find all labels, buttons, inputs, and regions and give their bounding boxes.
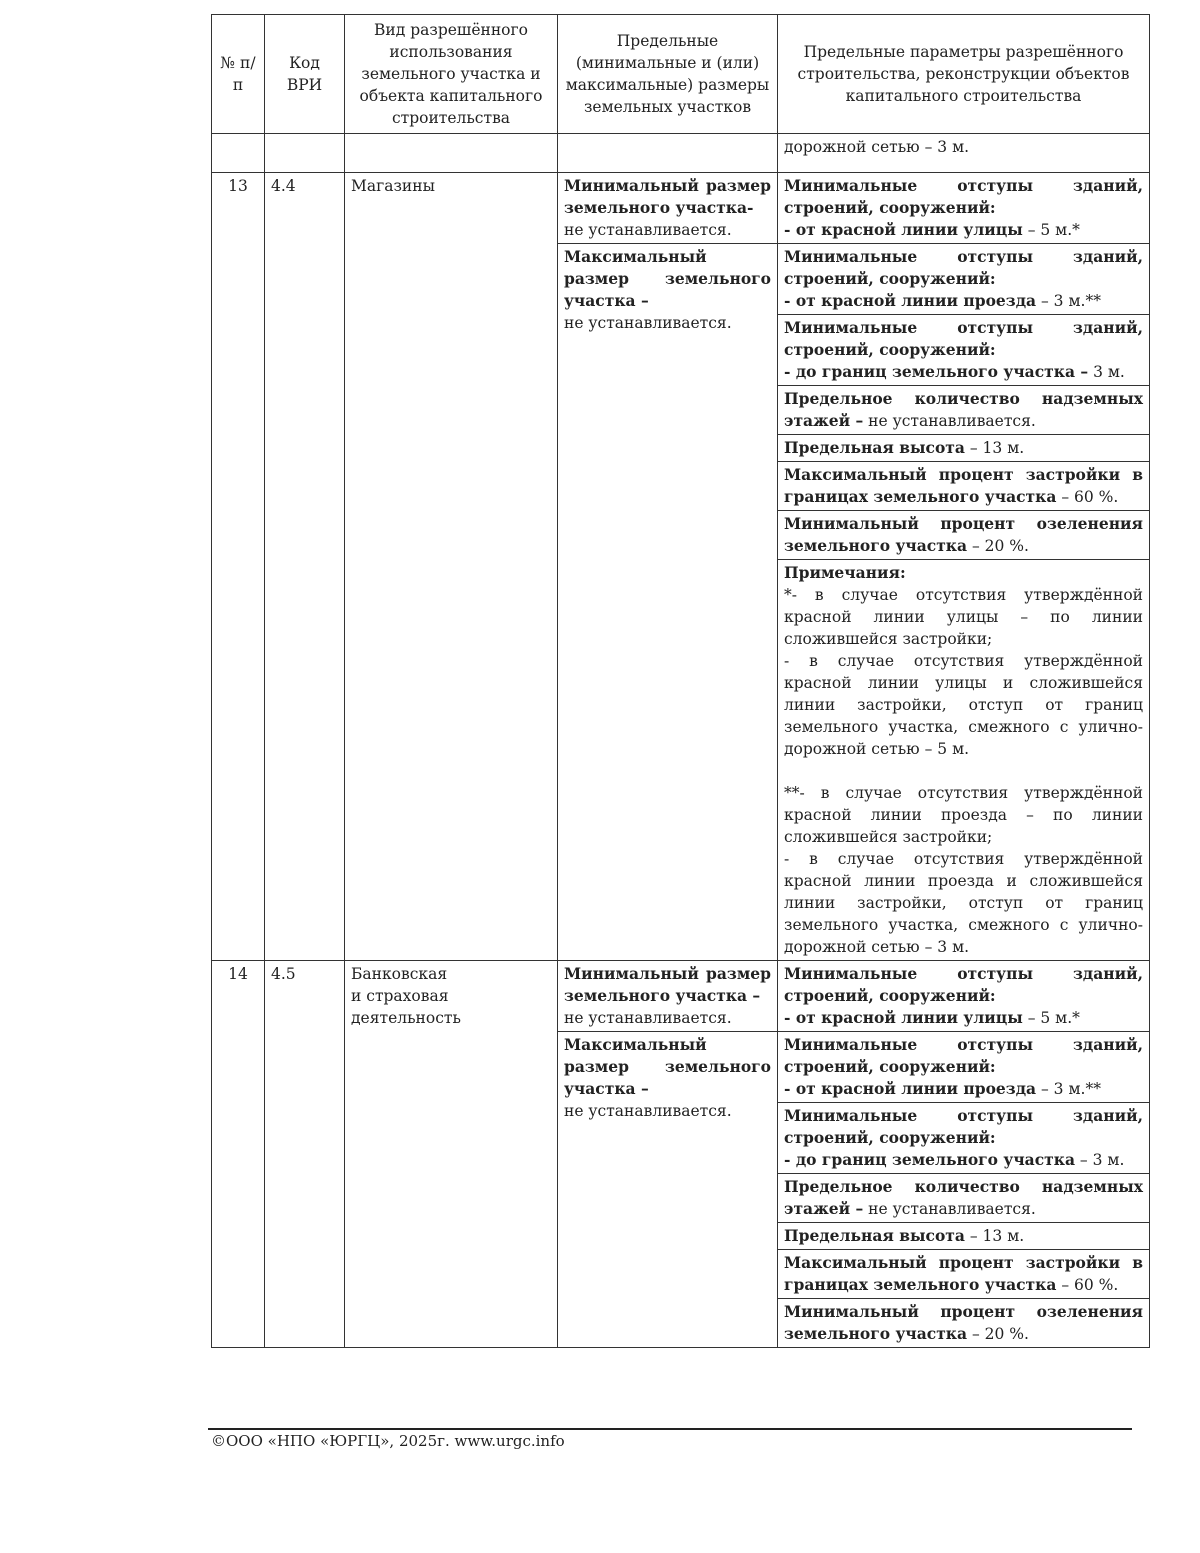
row-code: 4.4 <box>265 173 345 961</box>
param-coverage: Максимальный процент застройки в границах земельного участка – 60 %. <box>778 462 1150 511</box>
param-coverage: Максимальный процент застройки в границах земельного участка – 60 %. <box>778 1250 1150 1299</box>
max-size-cell: Максимальный размер земельного участка – не устанавливается. <box>558 244 778 961</box>
carry-over-row <box>212 134 1150 173</box>
header-size: Предельные (минимальные и (или) максимальные) размеры земельных участков <box>558 15 778 134</box>
header-num: № п/п <box>212 15 265 134</box>
row-use-name: Магазины <box>345 173 558 961</box>
max-size-cell: Максимальный размер земельного участка – не устанавливается. <box>558 1032 778 1348</box>
param-setback-street: Минимальные отступы зданий, строений, сооружений: - от красной линии улицы – 5 м.* <box>778 961 1150 1032</box>
param-height: Предельная высота – 13 м. <box>778 1223 1150 1250</box>
notes-cell <box>778 560 1150 961</box>
param-setback-street: Минимальные отступы зданий, строений, сооружений: - от красной линии улицы – 5 м.* <box>778 173 1150 244</box>
footer-rule <box>208 1428 1132 1430</box>
header-code: Код ВРИ <box>265 15 345 134</box>
param-floors: Предельное количество надземных этажей – не устанавливается. <box>778 386 1150 435</box>
header-use: Вид разрешённого использования земельного участка и объекта капитального строительства <box>345 15 558 134</box>
row-num: 13 <box>212 173 265 961</box>
row-num: 14 <box>212 961 265 1348</box>
param-greenery: Минимальный процент озеленения земельного участка – 20 %. <box>778 511 1150 560</box>
param-height: Предельная высота – 13 м. <box>778 435 1150 462</box>
param-setback-driveway: Минимальные отступы зданий, строений, сооружений: - от красной линии проезда – 3 м.** <box>778 244 1150 315</box>
notes-title: Примечания: <box>784 563 906 582</box>
header-params: Предельные параметры разрешённого строительства, реконструкции объектов капитального строительства <box>778 15 1150 134</box>
row-use-name: Банковская и страховая деятельность <box>345 961 558 1348</box>
note-3: **- в случае отсутствия утверждённой красной линии проезда – по линии сложившейся застройки; <box>784 784 1143 846</box>
min-size-cell: Минимальный размер земельного участка- не устанавливается. <box>558 173 778 244</box>
header-row <box>212 15 1150 134</box>
param-setback-boundary: Минимальные отступы зданий, строений, сооружений: - до границ земельного участка – 3 м. <box>778 315 1150 386</box>
param-setback-boundary: Минимальные отступы зданий, строений, сооружений: - до границ земельного участка – 3 м. <box>778 1103 1150 1174</box>
note-4: - в случае отсутствия утверждённой красной линии проезда и сложившейся линии застройки, отступ от границ земельного участка, смежного с улично-дорожной сетью – 3 м. <box>784 850 1143 956</box>
param-greenery: Минимальный процент озеленения земельного участка – 20 %. <box>778 1299 1150 1348</box>
param-floors: Предельное количество надземных этажей – не устанавливается. <box>778 1174 1150 1223</box>
note-2: - в случае отсутствия утверждённой красной линии улицы и сложившейся линии застройки, отступ от границ земельного участка, смежного с улично-дорожной сетью – 5 м. <box>784 652 1143 758</box>
param-setback-driveway: Минимальные отступы зданий, строений, сооружений: - от красной линии проезда – 3 м.** <box>778 1032 1150 1103</box>
table-row <box>212 173 1150 244</box>
min-size-cell: Минимальный размер земельного участка – не устанавливается. <box>558 961 778 1032</box>
note-1: *- в случае отсутствия утверждённой красной линии улицы – по линии сложившейся застройки; <box>784 586 1143 648</box>
zoning-table <box>211 14 1150 1348</box>
row-code: 4.5 <box>265 961 345 1348</box>
carry-over-text: дорожной сетью – 3 м. <box>778 134 1150 173</box>
table-row <box>212 961 1150 1032</box>
footer-copyright: ©ООО «НПО «ЮРГЦ», 2025г. www.urgc.info <box>211 1432 565 1450</box>
